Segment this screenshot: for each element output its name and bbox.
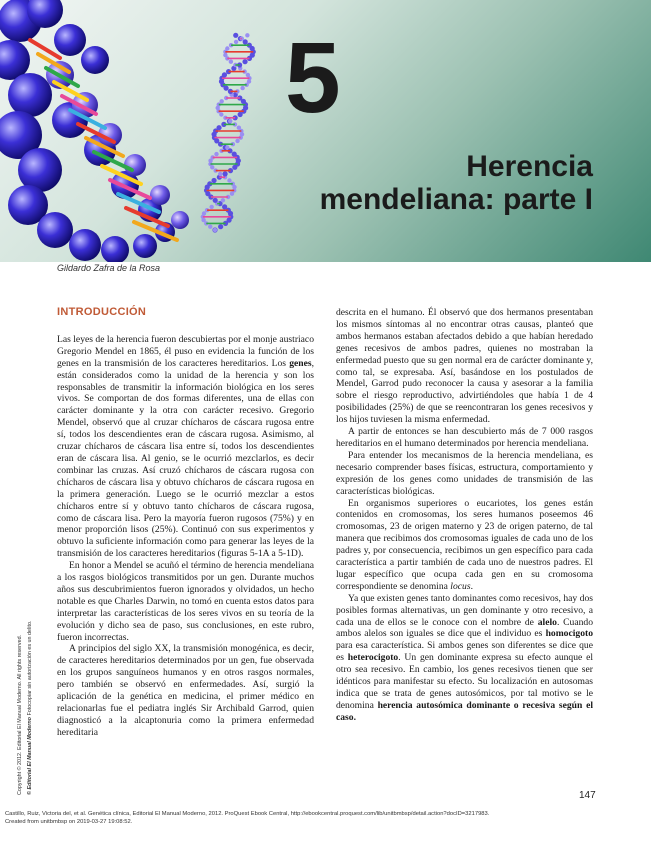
helix-bead xyxy=(246,73,250,77)
bold-term: heterocigoto xyxy=(347,652,399,664)
helix-bead xyxy=(218,224,223,229)
helix-bead xyxy=(232,152,237,157)
helix-bead xyxy=(208,225,212,229)
chapter-title xyxy=(320,150,593,216)
helix-bead xyxy=(237,126,241,130)
text-run: descrita en el humano. Él observó que dos hermanos presentaban los mismos síntomas al no encontrar otras causas, planteó que ambos hermanos estaban afectados debido a que habían heredado genes recesivos de ambos padres, quienes no mostraban la enfermedad puesto que su gen normal era de carácter dominante y, como tal, se expresaba. Así, basándose en los postulados de Mendel, Garrod pudo reconocer la causa y asesorar a la familia sobre el riesgo reproductivo, advirtiéndoles que había 1 de 4 posibilidades (25%) de que se reencontraran los genes recesivos y los hijos tuviesen la misma enfermedad. xyxy=(336,307,593,426)
helix-bead xyxy=(219,99,223,103)
text-run: Ya que existen genes tanto dominantes como recesivos, hay dos posibles formas alternativas, un gen dominante y otro recesivo, a cada una de ellos se le conoce con el nombre de xyxy=(336,592,593,628)
helix-bead xyxy=(150,185,170,205)
helix-bead xyxy=(124,154,146,176)
helix-bead xyxy=(37,212,73,248)
paragraph xyxy=(336,426,593,450)
helix-bead xyxy=(245,33,249,37)
side-copyright-notice: Copyright © 2012. Editorial El Manual Moderno. All rights reserved. xyxy=(17,634,23,795)
bold-term: alelo xyxy=(537,616,557,628)
citation-line: Castillo, Ruiz, Victoria del, et al. Genética clínica, Editorial El Manual Moderno, 2012. ProQuest Ebook Central, http://ebookcentral.proquest.com/lib/unitbmbsp/detail.action?docID=3217983. xyxy=(5,811,490,817)
text-run: Para entender los mecanismos de la herencia mendeliana, es necesario comprender bases físicas, estructura, comportamiento y expresión de los genes como unidades de transmisión de las características biológicas. xyxy=(336,449,593,497)
helix-bead xyxy=(240,86,244,90)
dna-helix-illustration xyxy=(0,0,300,262)
helix-bead xyxy=(171,211,189,229)
italic-term: locus xyxy=(450,580,471,592)
helix-bead xyxy=(234,40,238,44)
bold-term: herencia autosómica dominante o recesiva según el caso. xyxy=(336,699,593,723)
right-paragraphs xyxy=(336,307,593,724)
paragraph xyxy=(336,307,593,426)
helix-bead xyxy=(221,198,225,202)
side-rights-rest: Fotocopiar sin autorización es un delito. xyxy=(27,620,33,718)
left-paragraphs xyxy=(57,334,314,739)
side-rights-notice xyxy=(27,621,33,795)
helix-bead xyxy=(235,139,239,143)
helix-bead xyxy=(222,72,227,77)
paragraph xyxy=(336,450,593,498)
helix-rung xyxy=(54,82,87,100)
helix-bead xyxy=(216,125,221,130)
section-heading: INTRODUCCIÓN xyxy=(57,306,147,318)
helix-bead xyxy=(218,172,222,176)
text-run: , están considerados como la unidad de la herencia y son los responsables de transmitir la información biológica en los seres vivos. Se comportan de dos formas diferentes, una de ellas con carácter dominante y la otra con carácter recesivo. Gregorio Mendel, observó que al cruzar chícharos de cáscara rugosa entre sí, todos los descendientes eran de cáscara rugosa. Asimismo, al cruzar chícharos de cáscara lisa entre sí, todos los descendientes eran de cáscara lisa. Al genio, se le ocurrió mezclarlos, es decir combinar las cruzas. Así cruzó chícharos de cáscara rugosa con chícharos de cáscara lisa y obtuvo chícharos de cáscara rugosa en la primera generación. Luego se le ocurrió mezclar a estos chícharos entre sí y obtuvo tanto chícharos de cáscara rugosa, como de cáscara lisa. Pero la mayoría fueron rugosos (75%) y en menor proporción lisos (25%). Continuó con sus experimentos y obtuvo la suficiente información como para generar las leyes de la transmisión de los caracteres hereditarios (figuras 5-1A a 5-1D). xyxy=(57,357,314,560)
left-column xyxy=(57,307,314,739)
helix-bead xyxy=(222,204,227,209)
side-rights-bold: © Editorial El Manual Moderno xyxy=(27,717,33,795)
citation-footer xyxy=(5,810,645,826)
helix-bead xyxy=(213,228,217,232)
chapter-number: 5 xyxy=(285,22,341,134)
helix-bead xyxy=(214,152,218,156)
text-run: para esa característica. Si ambos genes son diferentes se dice que es xyxy=(336,640,593,664)
bold-term: genes xyxy=(289,357,312,369)
helix-bead xyxy=(233,33,238,38)
helix-bead xyxy=(8,73,52,117)
text-run: Las leyes de la herencia fueron descubiertas por el monje austriaco Gregorio Mendel en 1865, él puso en evidencia la función de los genes en la transmisión de los caracteres hereditarios. Los xyxy=(57,333,314,369)
helix-bead xyxy=(133,234,157,258)
helix-bead xyxy=(81,46,109,74)
text-run: A partir de entonces se han descubierto más de 7 000 rasgos hereditarios en el humano determinados por herencia mendeliana. xyxy=(336,426,593,449)
text-run: . Cuando ambos alelos son iguales se dice que el individuo es xyxy=(336,616,593,640)
helix-bead xyxy=(202,211,206,215)
helix-bead xyxy=(223,171,228,176)
text-run: En organismos superiores o eucariotes, los genes están contenidos en cromosomas, los seres humanos poseemos 46 cromosomas, 23 de origen materno y 23 de origen paterno, de tal manera que recibimos dos cromosomas iguales de cada uno de los padres y, por consecuencia, recibimos un gen específico para cada característica a partir también de cada uno de nuestros padres. El lugar específico que ocupa cada gen en su cromosoma correspondiente se denomina xyxy=(336,497,593,592)
helix-bead xyxy=(227,178,231,182)
helix-bead xyxy=(69,229,101,261)
text-run: En honor a Mendel se acuñó el término de herencia mendeliana a los rasgos biológicos transmitidos por un gen. Durante muchos años sus descubrimientos fueron ignorados y olvidados, un hecho notable es que Charles Darwin, no tomó en cuenta estos datos para interpretar las características de los seres vivos en su teoría de la evolución y dicho sea de paso, sus conclusiones, en este rubro, fueron incorrectas. xyxy=(57,560,314,643)
chapter-title-line-1: Herencia xyxy=(466,150,593,183)
chapter-title-line-2: mendeliana: parte I xyxy=(319,183,593,216)
helix-bead xyxy=(225,46,229,50)
helix-bead xyxy=(225,145,229,149)
helix-bead xyxy=(213,198,218,203)
paragraph xyxy=(336,593,593,724)
paragraph xyxy=(57,334,314,560)
text-run: A principios del siglo XX, la transmisión monogénica, es decir, de caracteres hereditarios determinados por un gen, fue observada en los grupos sanguíneos humanos y en otros rasgos normales, pero también se observó en enfermedades. Así, surgió la aplicación de la genética en medicina, el primer médico en relacionarlas fue el pediatra inglés Sir Archibald Garrod, quien diagnosticó a la alcaptonuria como la primera enfermedad hereditaria xyxy=(57,643,314,738)
helix-bead xyxy=(228,119,232,123)
created-line: Created from unitbmbsp on 2019-03-27 19:08:52. xyxy=(5,819,133,825)
text-run: . Un gen dominante expresa su efecto aunque el otro sea recesivo. En cambio, los genes recesivos tienen que ser idénticos para manifestar su efecto. Su localización en autosomas indica que se trata de genes autosómicos, por tal motivo se le denomina xyxy=(336,652,594,711)
helix-bead xyxy=(242,59,247,64)
paragraph xyxy=(57,643,314,738)
author-name: Gildardo Zafra de la Rosa xyxy=(57,263,161,273)
page-number: 147 xyxy=(579,790,596,801)
helix-bead xyxy=(229,60,233,64)
paragraph xyxy=(57,560,314,643)
helix-bead xyxy=(101,236,129,262)
bold-term: homocigoto xyxy=(545,628,593,640)
text-run: . xyxy=(470,580,473,592)
chapter-header xyxy=(0,0,651,262)
helix-bead xyxy=(54,24,86,56)
paragraph xyxy=(336,498,593,593)
helix-bead xyxy=(209,205,213,209)
helix-bead xyxy=(211,178,216,183)
right-column xyxy=(336,307,593,724)
